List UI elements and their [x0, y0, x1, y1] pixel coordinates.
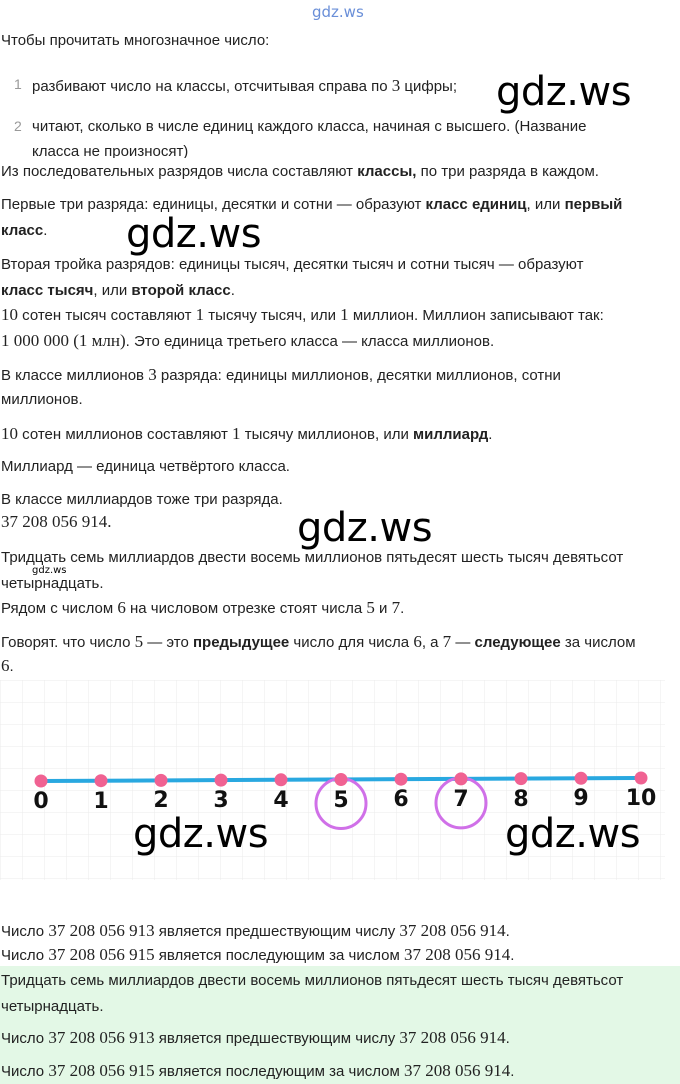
- point-9: [575, 772, 588, 785]
- paragraph-fourth-class: Миллиард — единица четвёртого класса.: [1, 458, 290, 475]
- point-4: [275, 773, 288, 786]
- step-number: 1: [14, 76, 22, 92]
- point-2: [155, 774, 168, 787]
- small-watermark: gdz.ws: [32, 565, 67, 576]
- paragraph-second-class-cont: класс тысяч, или второй класс.: [1, 282, 235, 299]
- answer-previous: Число 37 208 056 913 является предшествующим числу 37 208 056 914.: [1, 921, 510, 940]
- paragraph-billion: 10 сотен миллионов составляют 1 тысячу миллионов, или миллиард.: [1, 424, 493, 443]
- tick-label-8: 8: [513, 786, 529, 812]
- paragraph-neighbors: Рядом с числом 6 на числовом отрезке стоят числа 5 и 7.: [1, 598, 405, 617]
- paragraph-previous-next-cont: 6.: [1, 656, 14, 675]
- point-1: [95, 774, 108, 787]
- paragraph-million: 10 сотен тысяч составляют 1 тысячу тысяч, или 1 миллион. Миллион записывают так:: [1, 305, 604, 324]
- answer-box: [0, 966, 680, 1084]
- watermark: gdz.ws: [505, 811, 641, 857]
- step-text: разбивают число на классы, отсчитывая справа по 3 цифры;: [32, 76, 458, 95]
- intro-text: Чтобы прочитать многозначное число:: [1, 32, 270, 49]
- point-6: [395, 773, 408, 786]
- paragraph-million-cont: 1 000 000 (1 млн). Это единица третьего класса — класса миллионов.: [1, 331, 495, 350]
- point-3: [215, 774, 228, 787]
- tick-label-7: 7: [453, 786, 469, 812]
- watermark: gdz.ws: [496, 69, 632, 115]
- tick-label-0: 0: [33, 789, 49, 814]
- paragraph-billions-class: В классе миллиардов тоже три разряда.: [1, 491, 283, 508]
- list-item: [0, 116, 680, 158]
- example-number-words: Тридцать семь миллиардов двести восемь миллионов пятьдесят шесть тысяч девятьсот: [1, 549, 624, 566]
- tick-label-1: 1: [93, 788, 109, 814]
- paragraph-second-class: Вторая тройка разрядов: единицы тысяч, десятки тысяч и сотни тысяч — образуют: [1, 256, 584, 273]
- answer-box-previous: Число 37 208 056 913 является предшествующим числу 37 208 056 914.: [1, 1028, 510, 1047]
- watermark: gdz.ws: [126, 211, 262, 257]
- example-number: 37 208 056 914.: [1, 512, 112, 531]
- answer-box-next: Число 37 208 056 915 является последующим за числом 37 208 056 914.: [1, 1061, 515, 1080]
- step-text-cont: класса не произносят): [32, 143, 189, 158]
- paragraph-previous-next: Говорят. что число 5 — это предыдущее число для числа 6, а 7 — следующее за числом: [1, 632, 636, 651]
- paragraph-first-class-cont: класс.: [1, 222, 48, 239]
- point-7: [455, 772, 468, 785]
- point-0: [35, 775, 48, 788]
- step-number: 2: [14, 118, 22, 134]
- watermark: gdz.ws: [133, 811, 269, 857]
- example-number-words-cont: четырнадцать.: [1, 575, 104, 592]
- step-text: читают, сколько в числе единиц каждого класса, начиная с высшего. (Название: [32, 118, 587, 135]
- paragraph-classes: Из последовательных разрядов числа составляют классы, по три разряда в каждом.: [1, 163, 599, 180]
- watermark: gdz.ws: [297, 505, 433, 551]
- tick-label-9: 9: [573, 786, 589, 812]
- answer-box-words-cont: четырнадцать.: [1, 998, 104, 1015]
- top-watermark: gdz.ws: [312, 3, 364, 21]
- point-5: [335, 773, 348, 786]
- tick-label-10: 10: [625, 786, 657, 811]
- tick-label-3: 3: [213, 788, 229, 814]
- tick-label-5: 5: [333, 787, 349, 813]
- tick-label-2: 2: [153, 788, 169, 814]
- answer-next: Число 37 208 056 915 является последующим за числом 37 208 056 914.: [1, 945, 515, 964]
- tick-label-4: 4: [273, 787, 289, 813]
- point-10: [635, 772, 648, 785]
- paragraph-millions-class: В классе миллионов 3 разряда: единицы миллионов, десятки миллионов, сотни: [1, 365, 561, 384]
- paragraph-millions-class-cont: миллионов.: [1, 391, 83, 408]
- tick-label-6: 6: [393, 787, 409, 813]
- paragraph-first-class: Первые три разряда: единицы, десятки и сотни — образуют класс единиц, или первый: [1, 196, 623, 213]
- answer-box-words: Тридцать семь миллиардов двести восемь миллионов пятьдесят шесть тысяч девятьсот: [1, 972, 624, 989]
- point-8: [515, 772, 528, 785]
